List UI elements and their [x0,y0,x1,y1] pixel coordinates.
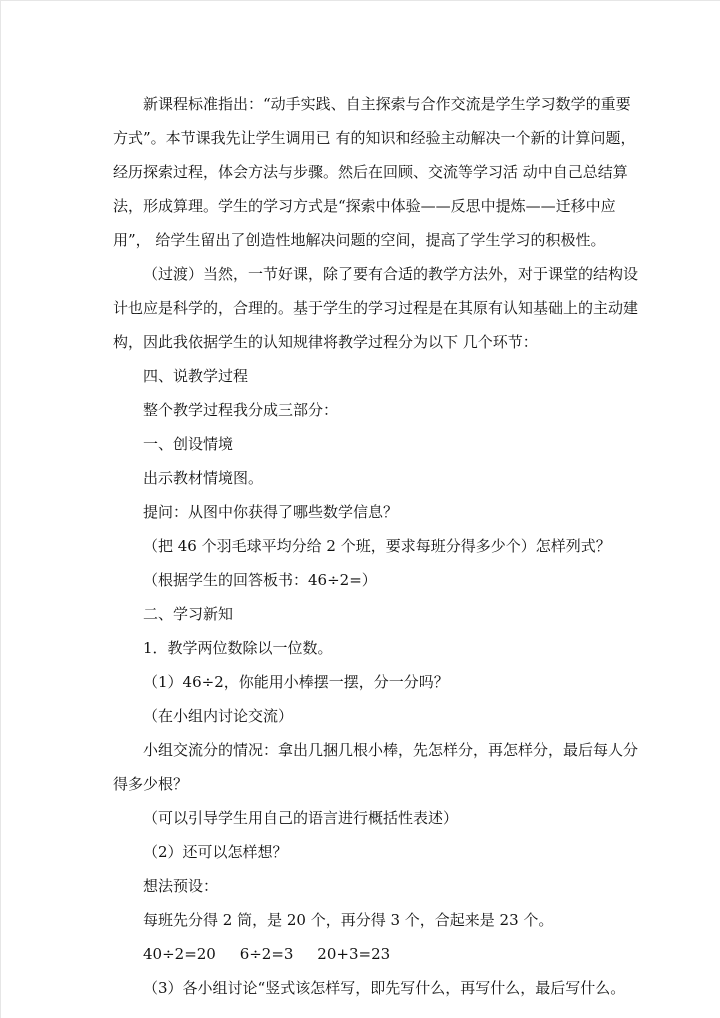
text-line-23: （2）还可以怎样想？ [143,843,288,861]
text-line-3: 经历探索过程，体会方法与步骤。然后在回顾、交流等学习活 动中自己总结算 [113,163,628,181]
equation-line: 40÷2=20 6÷2=3 20+3=23 [143,945,391,963]
text-line-20: 小组交流分的情况：拿出几捆几根小棒，先怎样分，再怎样分，最后每人分 [143,741,639,759]
text-line-17: 1．教学两位数除以一位数。 [143,639,333,657]
section-heading-2: 二、学习新知 [143,605,234,623]
text-line-24: 想法预设： [143,877,219,895]
page-edge-left [0,0,1,1018]
text-line-6: （过渡）当然，一节好课，除了要有合适的教学方法外，对于课堂的结构设 [143,265,639,283]
text-line-5: 用”， 给学生留出了创造性地解决问题的空间，提高了学生学习的积极性。 [113,231,606,249]
document-body [113,87,639,1005]
text-line-25: 每班先分得 2 筒，是 20 个，再分得 3 个，合起来是 23 个。 [143,911,554,929]
text-line-7: 计也应是科学的，合理的。基于学生的学习过程是在其原有认知基础上的主动建 [113,299,639,317]
text-line-14: （把 46 个羽毛球平均分给 2 个班，要求每班分得多少个）怎样列式？ [143,537,611,555]
text-line-8: 构，因此我依据学生的认知规律将教学过程分为以下 几个环节： [113,333,538,351]
section-heading-1: 一、创设情境 [143,435,234,453]
text-line-2: 方式”。本节课我先让学生调用已 有的知识和经验主动解决一个新的计算问题， [113,129,636,147]
text-line-1: 新课程标准指出：“动手实践、自主探索与合作交流是学生学习数学的重要 [143,95,631,113]
text-line-22: （可以引导学生用自己的语言进行概括性表述） [143,809,459,827]
text-line-21: 得多少根？ [113,775,189,793]
text-line-10: 整个教学过程我分成三部分： [143,401,339,419]
text-line-4: 法，形成算理。学生的学习方式是“探索中体验——反思中提炼——迁移中应 [113,197,616,215]
text-line-15: （根据学生的回答板书：46÷2=） [143,571,377,589]
section-heading-4: 四、说教学过程 [143,367,249,385]
text-line-27: （3）各小组讨论“竖式该怎样写，即先写什么，再写什么，最后写什么。 [143,979,626,997]
text-line-18: （1）46÷2，你能用小棒摆一摆，分一分吗？ [143,673,449,691]
page-edge-top [0,0,720,1]
text-line-19: （在小组内讨论交流） [143,707,294,725]
text-line-13: 提问：从图中你获得了哪些数学信息？ [143,503,399,521]
text-line-12: 出示教材情境图。 [143,469,264,487]
